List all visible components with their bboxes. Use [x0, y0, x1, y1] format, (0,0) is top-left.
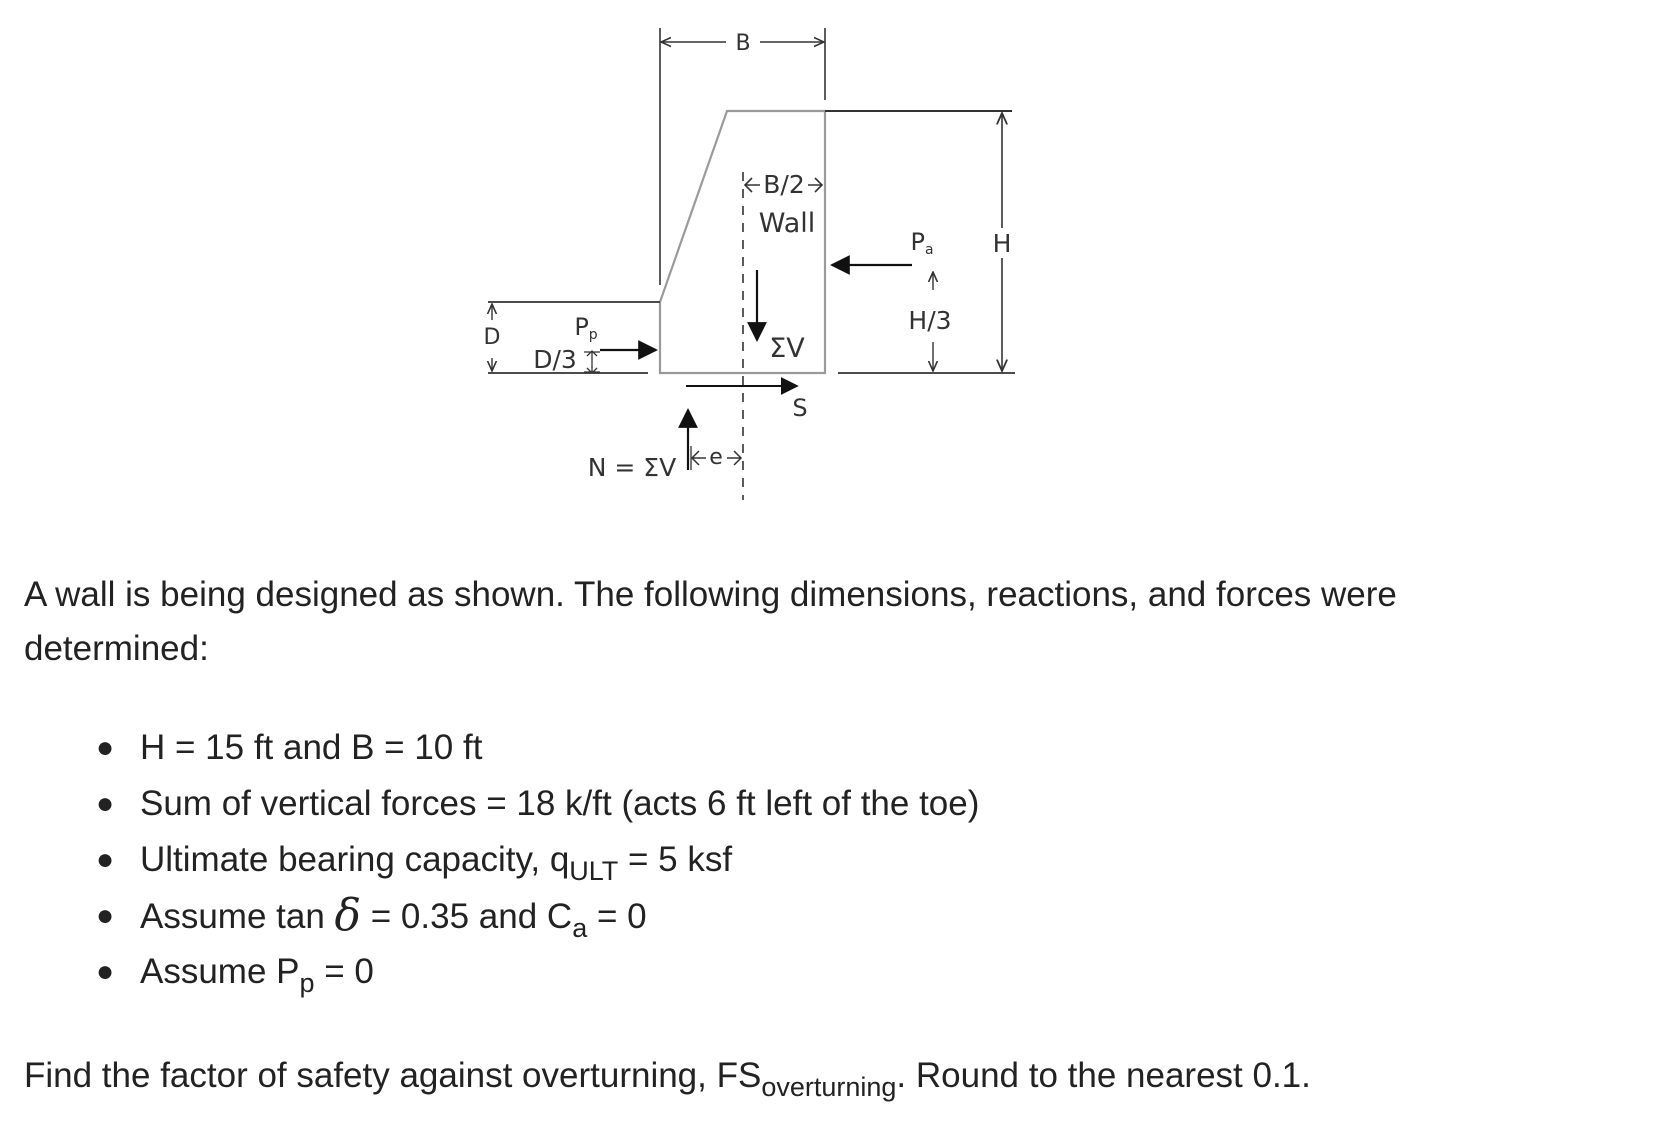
bullet-icon: ● [96, 731, 115, 764]
pp-label: Pp [574, 313, 598, 343]
given-item-dimensions: ● H = 15 ft and B = 10 ft [96, 720, 979, 776]
n-label: N = ΣV [587, 453, 677, 482]
d-third-label: D/3 [533, 345, 577, 374]
e-arrow-right-icon [727, 451, 741, 465]
given-item-vertical-forces: ● Sum of vertical forces = 18 k/ft (acts 6 ft left of the toe) [96, 776, 979, 832]
bullet-icon: ● [96, 955, 115, 988]
e-label: e [709, 445, 723, 470]
h-label: H [992, 229, 1012, 258]
b-label: B [735, 31, 751, 56]
e-arrow-left-icon [692, 451, 706, 465]
problem-question: Find the factor of safety against overturning, $FS_{overturning}$. Round to the nearest 0.1. [24, 1056, 1311, 1102]
pa-label: Pa [910, 228, 934, 258]
problem-intro: A wall is being designed as shown. The following dimensions, reactions, and forces were determined: [24, 575, 1397, 668]
bullet-icon: ● [96, 787, 115, 820]
d-label: D [483, 325, 501, 350]
retaining-wall-diagram [0, 0, 1672, 520]
h-third-label: H/3 [908, 306, 952, 335]
s-label: S [792, 394, 808, 422]
wall-label: Wall [758, 208, 816, 239]
given-item-bearing-capacity: ● Ultimate bearing capacity, $q_{ULT} = 5$ ksf [96, 832, 979, 888]
givens-list [96, 720, 979, 1000]
bullet-icon: ● [96, 843, 115, 876]
delta-symbol: δ [334, 890, 362, 941]
d-third-marker-icon [584, 351, 600, 373]
b-half-arrow-right-icon [808, 178, 822, 192]
given-item-friction: ● Assume tan δ = 0.35 and $C_a = 0$ [96, 890, 647, 943]
sum-v-label: ΣV [769, 333, 805, 364]
given-item-passive: ● Assume $P_p = 0$ [96, 944, 979, 1000]
b-half-arrow-left-icon [745, 178, 760, 192]
b-half-label: B/2 [763, 170, 805, 199]
bullet-icon: ● [96, 899, 115, 932]
